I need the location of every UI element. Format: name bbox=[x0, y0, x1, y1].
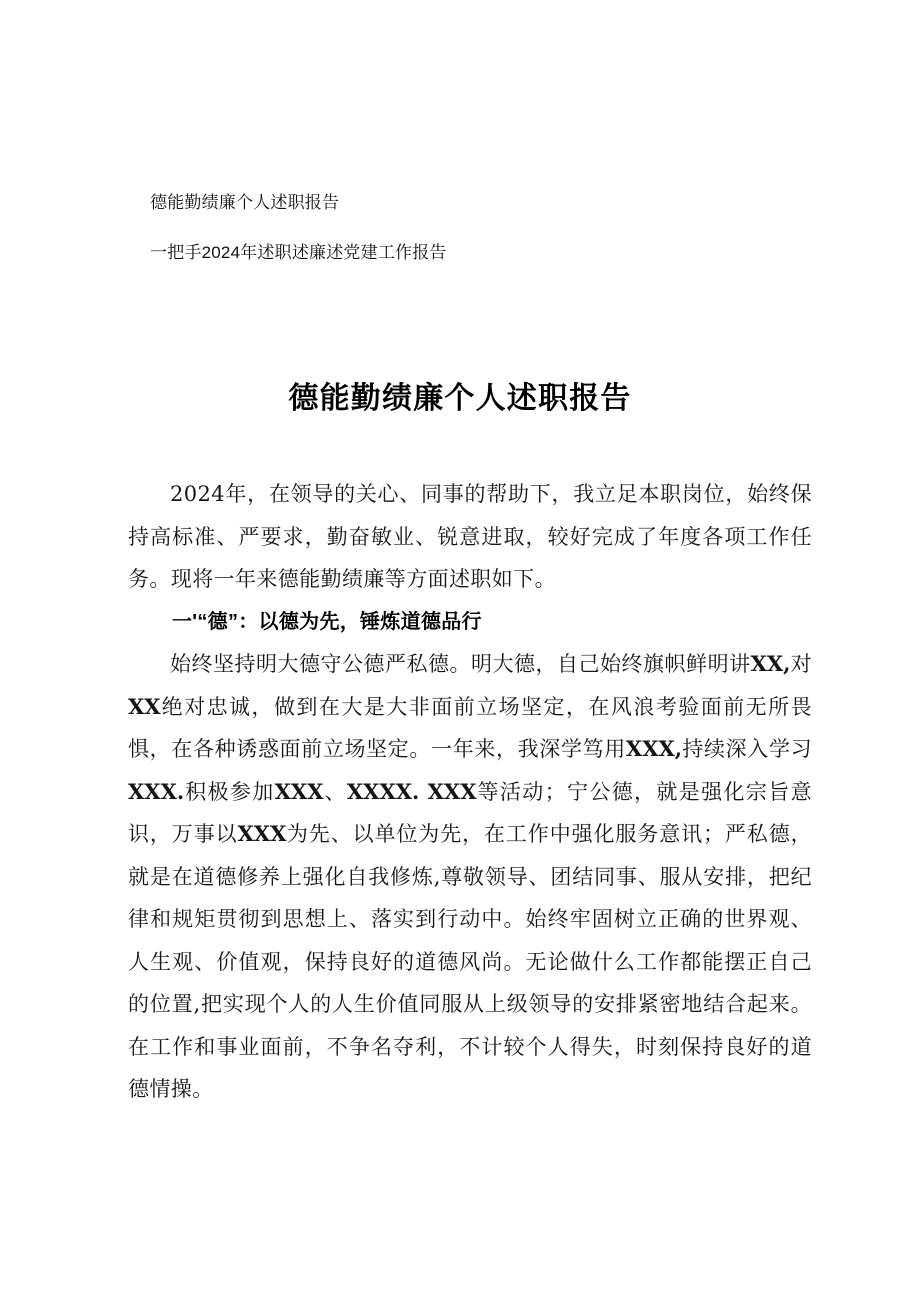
paragraph-run: 始终坚持明大德守公德严私德。明大德，自己始终旗帜鲜明讲 bbox=[170, 652, 751, 676]
page-title: 德能勤绩廉个人述职报告 bbox=[288, 382, 632, 415]
document-body bbox=[128, 473, 812, 1111]
paragraph-intro: 2024年，在领导的关心、同事的帮助下，我立足本职岗位，始终保持高标准、严要求，勤奋敏业、锐意进取，较好完成了年度各项工作任务。现将一年来德能勤绩廉等方面述职如下。 bbox=[128, 482, 812, 591]
paragraph-section-1 bbox=[128, 643, 812, 1111]
paragraph-run: 、 bbox=[323, 779, 347, 804]
redacted-token: XX, bbox=[750, 651, 791, 676]
redacted-token: XXXX. XXX bbox=[346, 778, 477, 804]
paragraph-run: 等活动；宁公德，就是强化宗旨意识，万事以 bbox=[128, 779, 813, 846]
redacted-token: XX bbox=[128, 693, 161, 719]
paragraph-run: 对 bbox=[790, 652, 812, 676]
paragraph-run: 持续深入学习 bbox=[682, 737, 812, 761]
redacted-token: XXX, bbox=[625, 736, 683, 761]
toc-entry-1[interactable]: 德能勤绩廉个人述职报告 bbox=[150, 193, 340, 212]
section-heading-de: 一'“德”：以德为先，锤炼道德品行 bbox=[172, 610, 482, 633]
redacted-token: XXX bbox=[274, 778, 324, 804]
toc-entry-2[interactable]: 一把手2024年述职述廉述党建工作报告 bbox=[150, 243, 447, 262]
table-of-contents bbox=[150, 190, 810, 266]
redacted-token: XXX bbox=[237, 821, 287, 846]
redacted-token: XXX. bbox=[128, 778, 185, 804]
paragraph-run: 为先、以单位为先，在工作中强化服务意讯；严私德，就是在道德修养上强化自我修炼,尊敬领导、团结同事、服从安排，把纪律和规矩贯彻到思想上、落实到行动中。始终牢固树立正确的世界观、人生观、价值观，保持良好的道德风尚。无论做什么工作都能摆正自己的位置,把实现个人的人生价值同服从上级领导的安排紧密地结合起来。在工作和事业面前，不争名夺利，不计较个人得失，时刻保持良好的道德情操。 bbox=[128, 822, 812, 1101]
paragraph-run: 绝对忠诚，做到在大是大非面前立场坚定，在风浪考验面前无所畏惧，在各种诱惑面前立场坚定。一年来，我深学笃用 bbox=[128, 694, 812, 761]
paragraph-run: 积极参加 bbox=[184, 779, 275, 804]
